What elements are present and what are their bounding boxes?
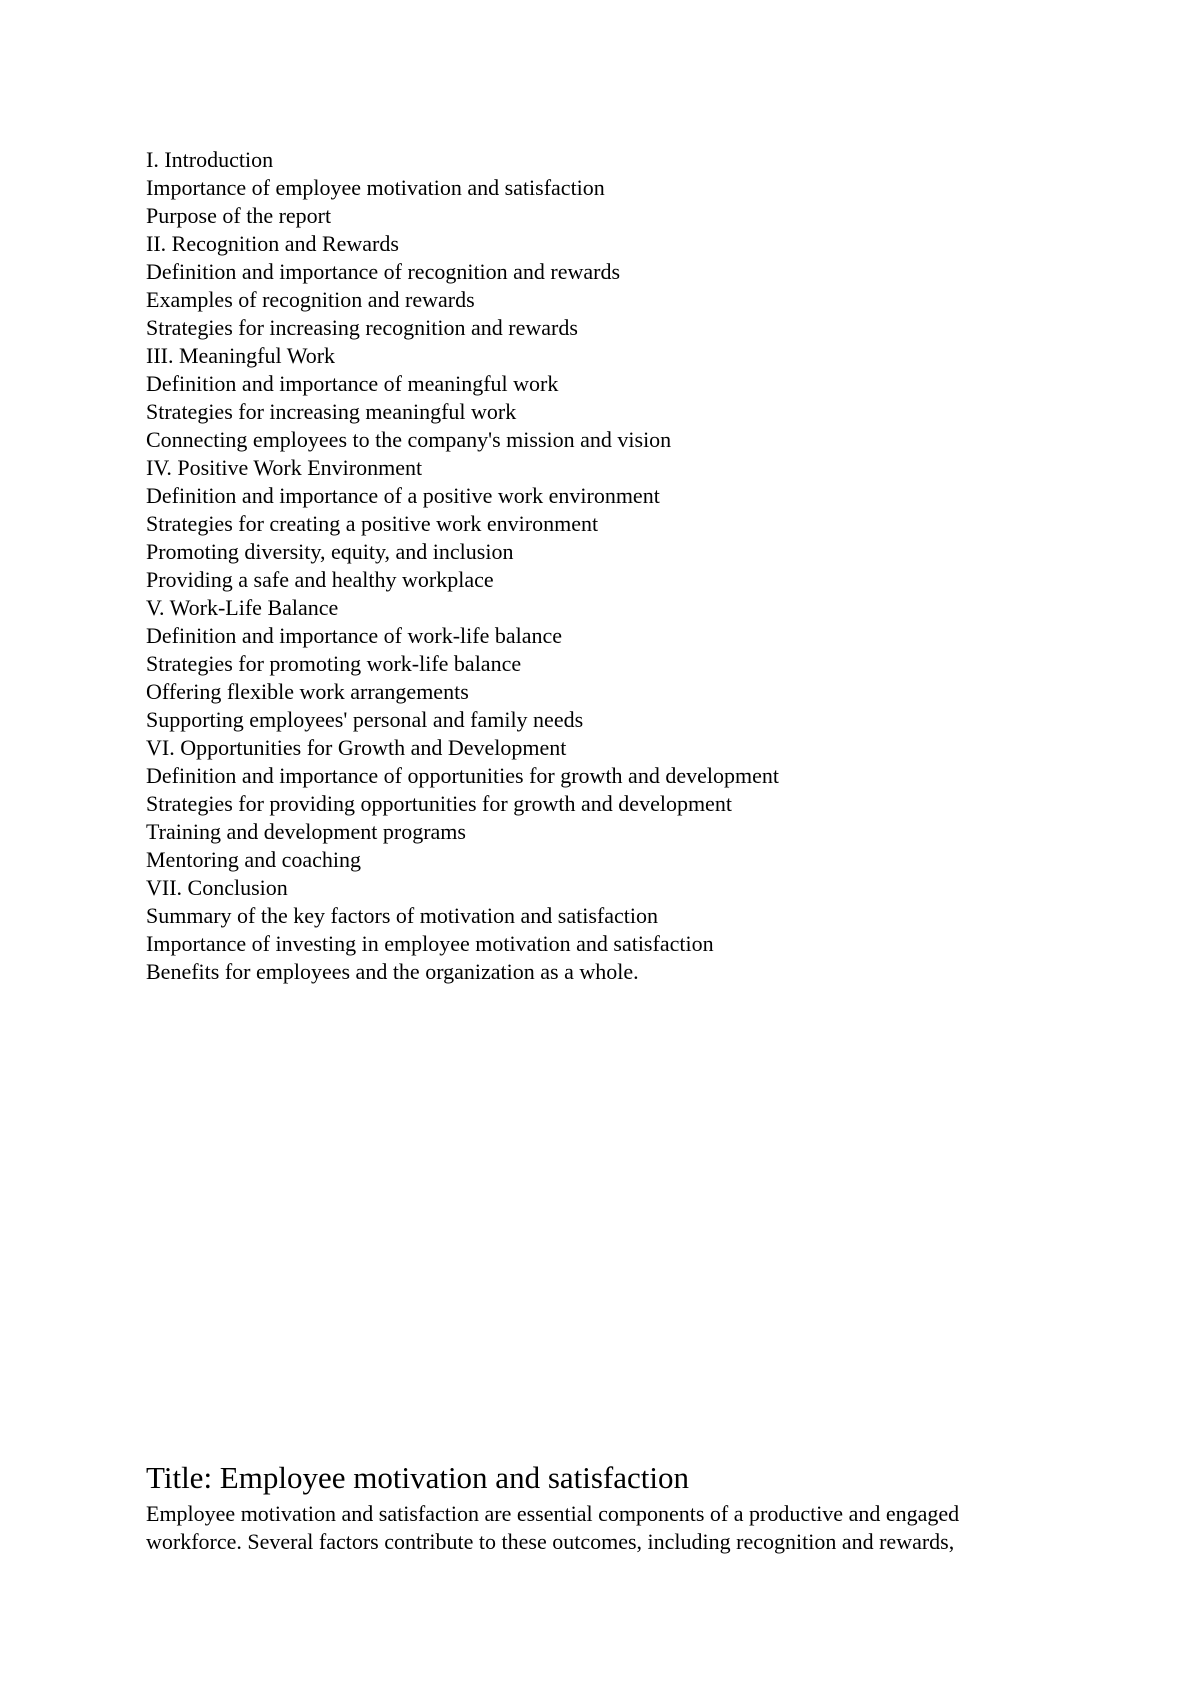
intro-paragraph: [146, 1500, 1076, 1556]
outline-item: Definition and importance of work-life balance: [146, 623, 563, 648]
outline-item: Definition and importance of recognition and rewards: [146, 259, 621, 284]
outline-item: Definition and importance of meaningful work: [146, 371, 559, 396]
outline-item: III. Meaningful Work: [146, 343, 336, 368]
report-title: Title: Employee motivation and satisfaction: [146, 1460, 689, 1495]
outline-item: II. Recognition and Rewards: [146, 231, 399, 256]
outline-item: Mentoring and coaching: [146, 847, 362, 872]
outline-item: Purpose of the report: [146, 203, 332, 228]
outline-item: Promoting diversity, equity, and inclusion: [146, 539, 514, 564]
outline-item: Examples of recognition and rewards: [146, 287, 475, 312]
outline-item: Benefits for employees and the organization as a whole.: [146, 959, 639, 984]
outline-item: V. Work-Life Balance: [146, 595, 339, 620]
outline-item: Connecting employees to the company's mission and vision: [146, 427, 672, 452]
paragraph-line: Employee motivation and satisfaction are essential components of a productive and engaged: [146, 1501, 960, 1526]
outline-item: Importance of employee motivation and satisfaction: [146, 175, 605, 200]
outline-item: IV. Positive Work Environment: [146, 455, 423, 480]
outline-item: Providing a safe and healthy workplace: [146, 567, 494, 592]
report-outline: [146, 146, 1106, 986]
outline-item: Strategies for increasing meaningful work: [146, 399, 517, 424]
outline-item: I. Introduction: [146, 147, 274, 172]
outline-item: VI. Opportunities for Growth and Development: [146, 735, 567, 760]
outline-item: Importance of investing in employee motivation and satisfaction: [146, 931, 714, 956]
outline-item: Strategies for promoting work-life balance: [146, 651, 522, 676]
paragraph-line: workforce. Several factors contribute to these outcomes, including recognition and rewards,: [146, 1529, 955, 1554]
outline-item: Supporting employees' personal and family needs: [146, 707, 584, 732]
outline-item: Definition and importance of opportunities for growth and development: [146, 763, 779, 788]
outline-item: Summary of the key factors of motivation and satisfaction: [146, 903, 658, 928]
outline-item: Definition and importance of a positive work environment: [146, 483, 660, 508]
outline-item: Offering flexible work arrangements: [146, 679, 469, 704]
outline-item: Strategies for increasing recognition and rewards: [146, 315, 578, 340]
outline-item: Training and development programs: [146, 819, 466, 844]
outline-item: Strategies for providing opportunities for growth and development: [146, 791, 732, 816]
outline-item: Strategies for creating a positive work environment: [146, 511, 599, 536]
outline-item: VII. Conclusion: [146, 875, 288, 900]
